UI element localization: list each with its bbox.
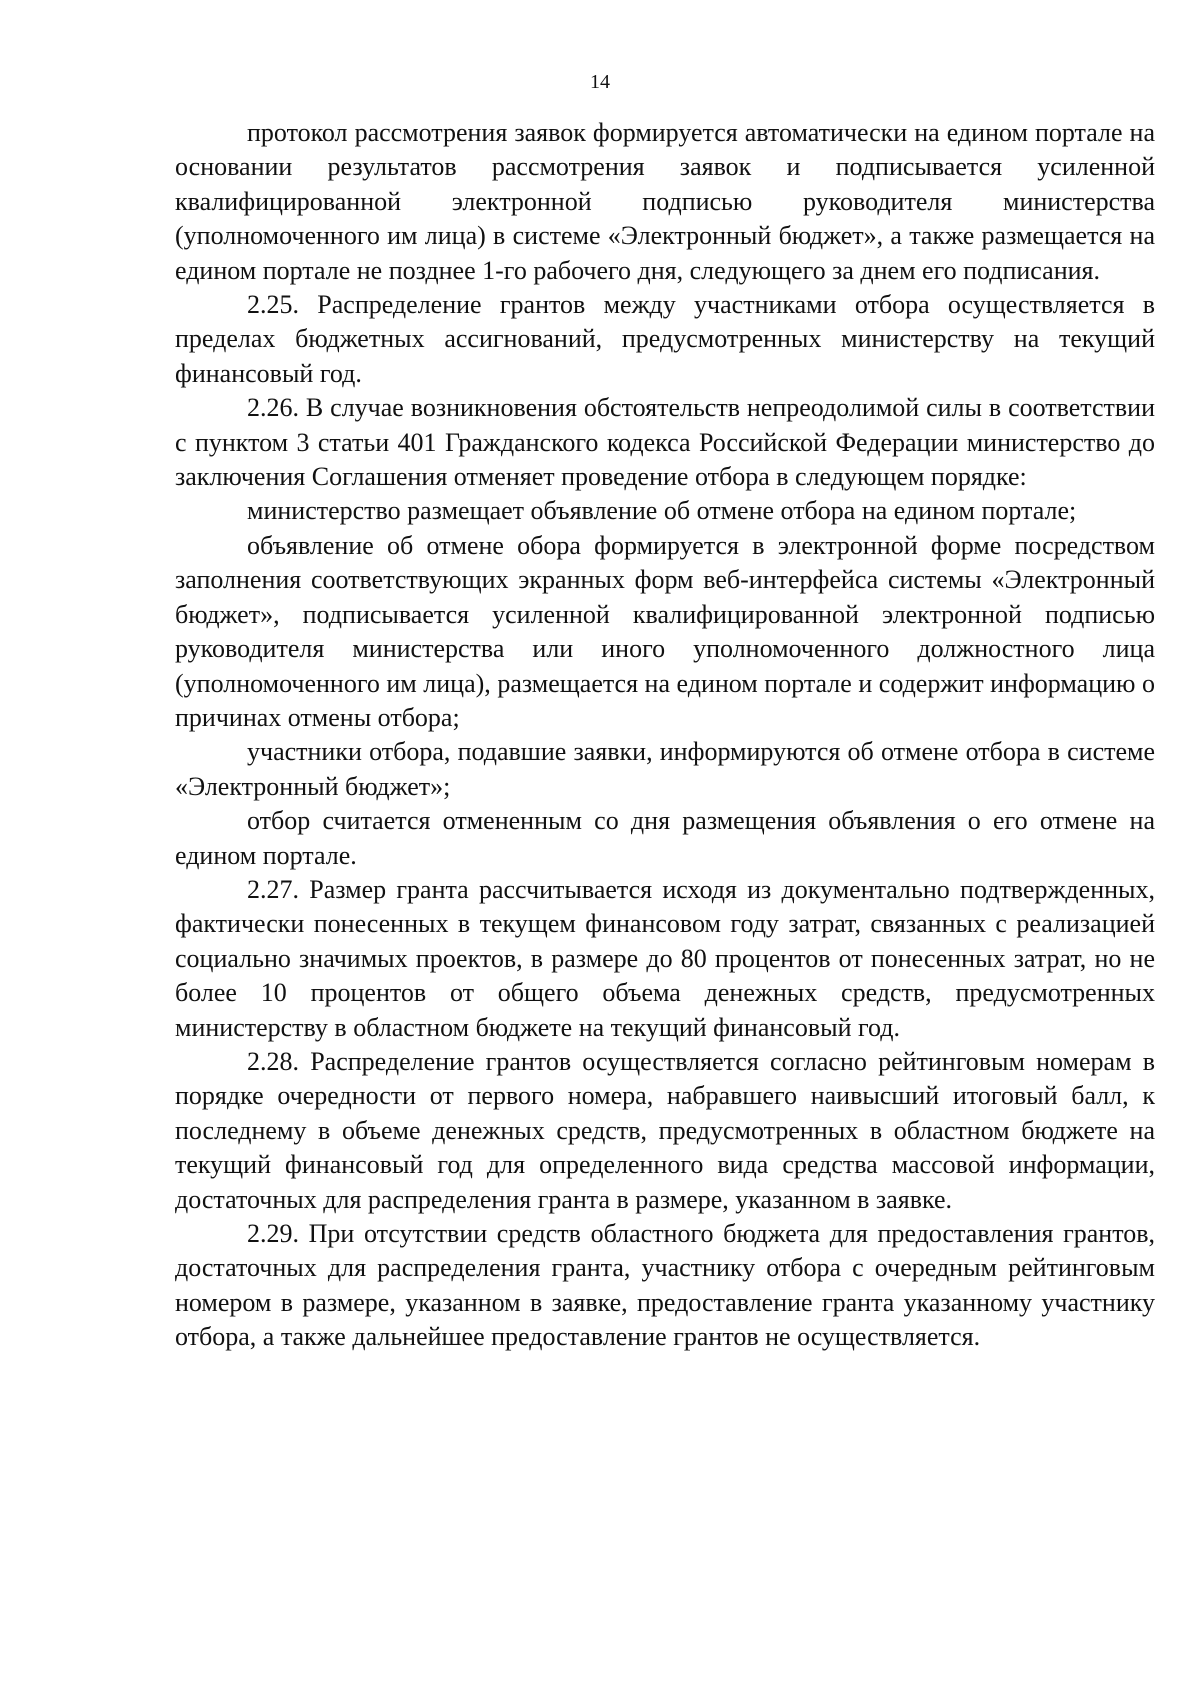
paragraph-cancel-form: объявление об отмене обора формируется в электронной форме посредством заполнения соответствующих экранных форм веб-интерфейса системы «Электронный бюджет», подписывается усиленной квалифицированной электронной подписью руководителя министерства или иного уполномоченного должностного лица (уполномоченного им лица), размещается на едином портале и содержит информацию о причинах отмены отбора; <box>175 530 1155 732</box>
paragraph-2-27: 2.27. Размер гранта рассчитывается исходя из документально подтвержденных, фактически понесенных в текущем финансовом году затрат, связанных с реализацией социально значимых проектов, в размере до 80 процентов от понесенных затрат, но не более 10 процентов от общего объема денежных средств, предусмотренных министерству в областном бюджете на текущий финансовый год. <box>175 874 1155 1042</box>
document-body <box>175 116 1155 1355</box>
paragraph-2-28: 2.28. Распределение грантов осуществляется согласно рейтинговым номерам в порядке очередности от первого номера, набравшего наивысший итоговый балл, к последнему в объеме денежных средств, предусмотренных в областном бюджете на текущий финансовый год для определенного вида средства массовой информации, достаточных для распределения гранта в размере, указанном в заявке. <box>175 1046 1155 1214</box>
page-number: 14 <box>590 71 610 93</box>
paragraph-cancel-announcement: министерство размещает объявление об отмене отбора на едином портале; <box>247 496 1077 526</box>
paragraph-2-29: 2.29. При отсутствии средств областного бюджета для предоставления грантов, достаточных для распределения гранта, участнику отбора с очередным рейтинговым номером в размере, указанном в заявке, предоставление гранта указанному участнику отбора, а также дальнейшее предоставление грантов не осуществляется. <box>175 1219 1155 1352</box>
paragraph-2-25: 2.25. Распределение грантов между участниками отбора осуществляется в пределах бюджетных ассигнований, предусмотренных министерству на текущий финансовый год. <box>175 290 1155 388</box>
paragraph-protocol: протокол рассмотрения заявок формируется автоматически на едином портале на основании результатов рассмотрения заявок и подписывается усиленной квалифицированной электронной подписью руководителя министерства (уполномоченного им лица) в системе «Электронный бюджет», а также размещается на едином портале не позднее 1-го рабочего дня, следующего за днем его подписания. <box>175 118 1155 285</box>
paragraph-cancel-effective: отбор считается отмененным со дня размещения объявления о его отмене на едином портале. <box>175 806 1155 870</box>
paragraph-2-26: 2.26. В случае возникновения обстоятельств непреодолимой силы в соответствии с пунктом 3 статьи 401 Гражданского кодекса Российской Федерации министерство до заключения Соглашения отменяет проведение отбора в следующем порядке: <box>175 393 1155 492</box>
paragraph-participants-informed: участники отбора, подавшие заявки, информируются об отмене отбора в системе «Электронный бюджет»; <box>175 737 1155 801</box>
